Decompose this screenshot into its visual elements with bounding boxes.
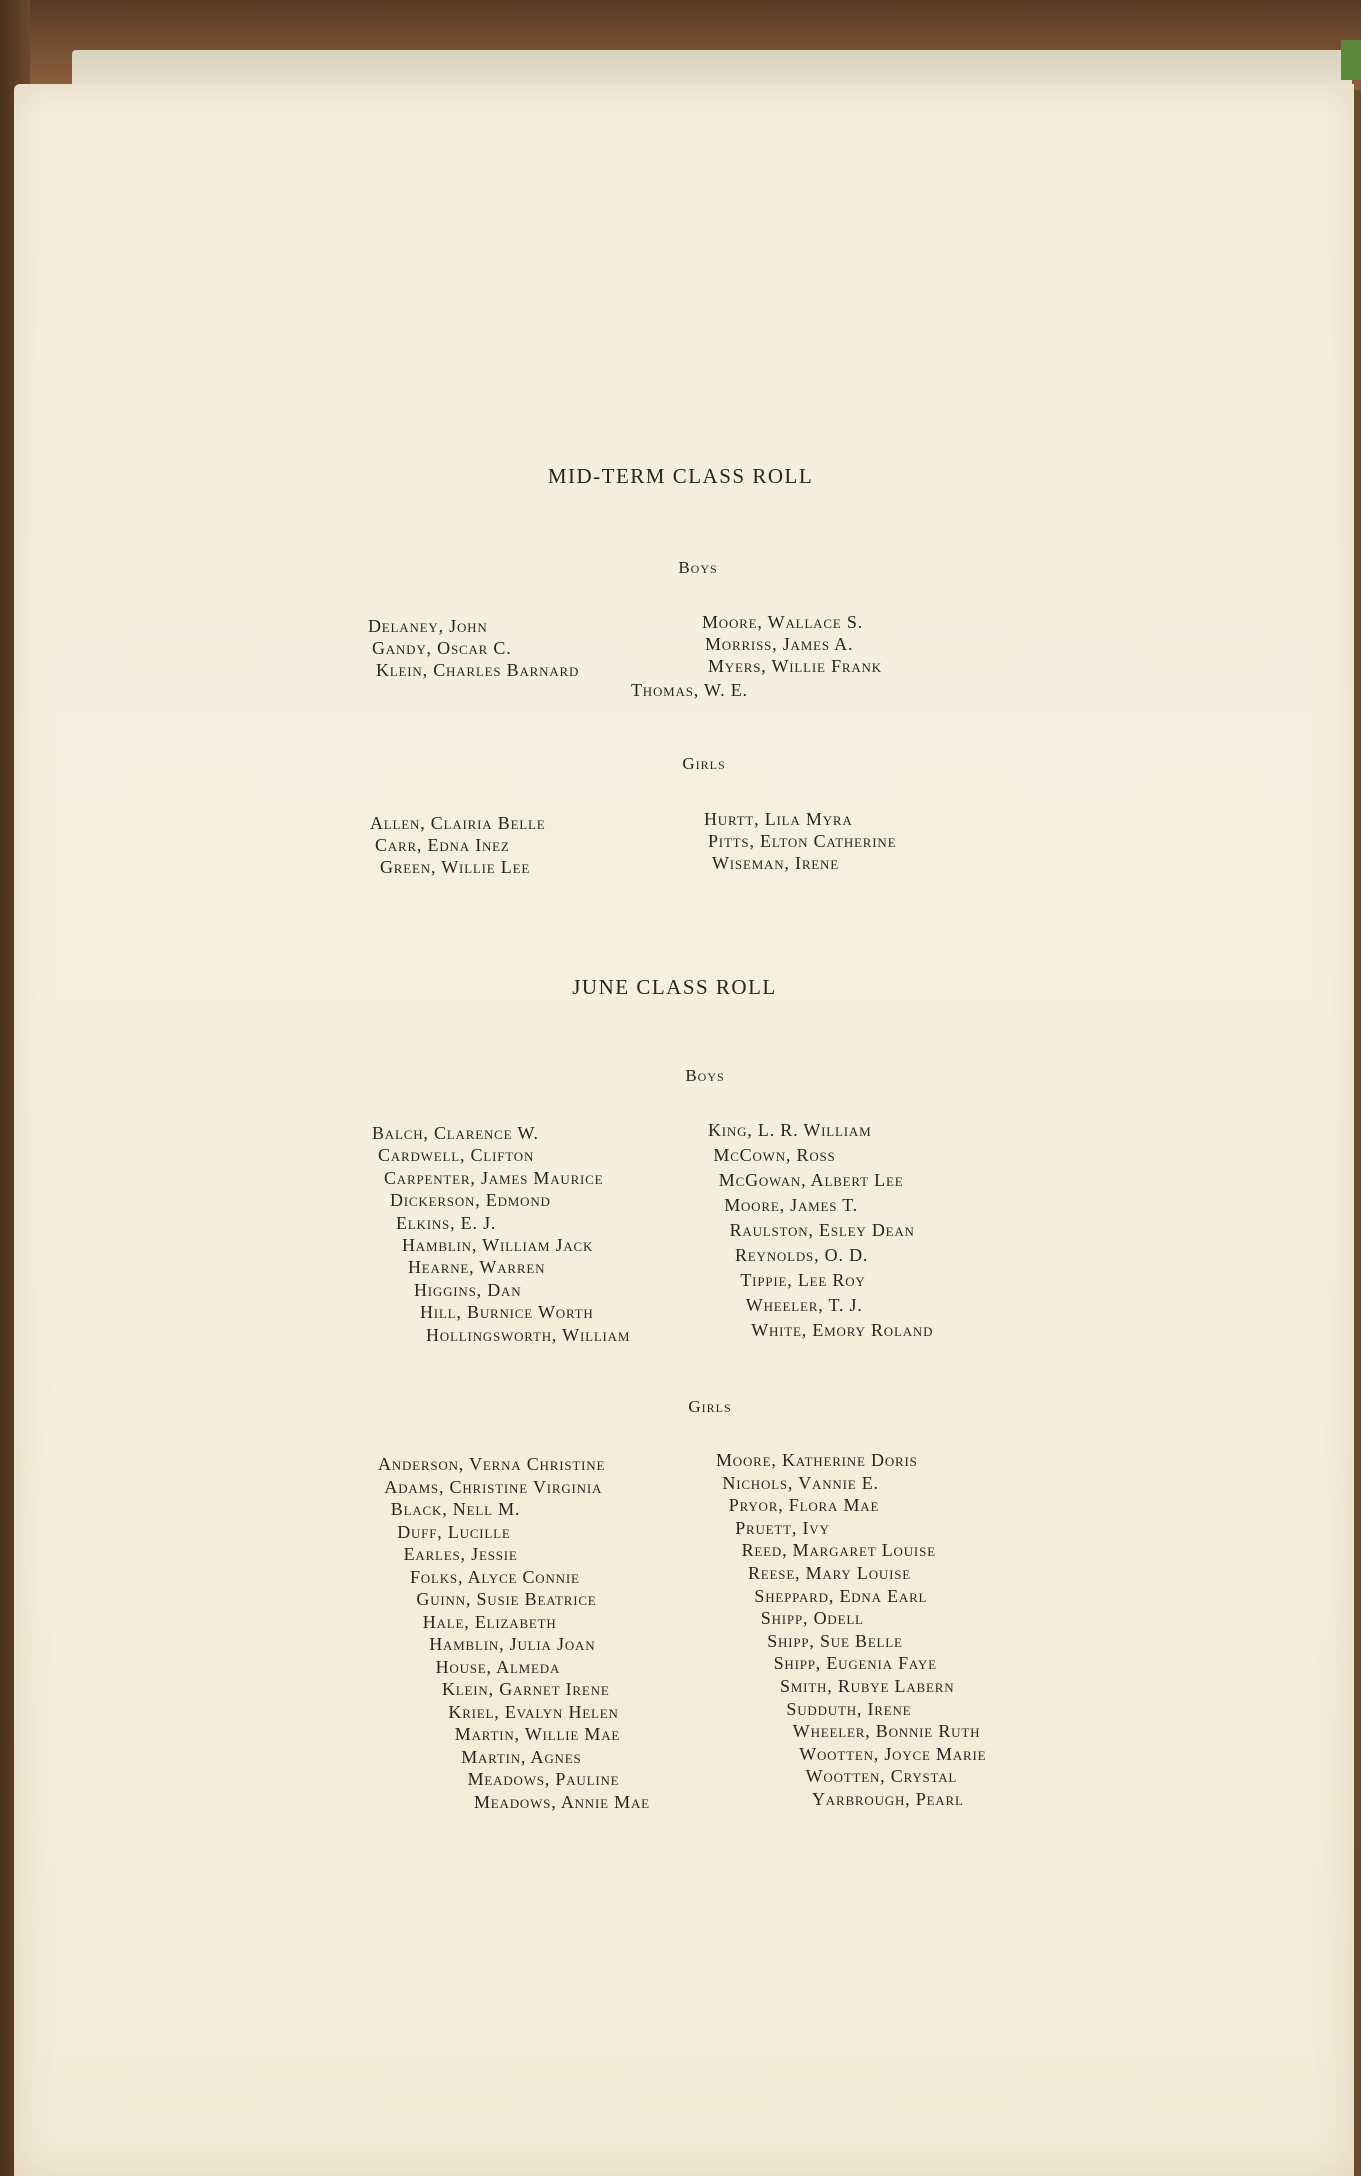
roll-entry: Elkins, E. J. xyxy=(396,1212,497,1233)
roll-entry: Delaney, John xyxy=(368,616,488,636)
roll-entry: Meadows, Annie Mae xyxy=(474,1791,650,1812)
roll-entry: Balch, Clarence W. xyxy=(372,1123,539,1143)
midterm-title: MID-TERM CLASS ROLL xyxy=(547,464,814,488)
roll-entry: Wootten, Crystal xyxy=(805,1766,958,1787)
roll-entry: Earles, Jessie xyxy=(403,1544,518,1564)
roll-entry: Moore, Wallace S. xyxy=(702,612,863,632)
roll-entry: Wiseman, Irene xyxy=(712,853,839,873)
roll-entry: Reed, Margaret Louise xyxy=(741,1540,936,1561)
roll-entry: Guinn, Susie Beatrice xyxy=(416,1589,597,1609)
roll-entry: Moore, James T. xyxy=(724,1195,859,1215)
roll-entry: Nichols, Vannie E. xyxy=(722,1472,879,1493)
roll-entry: Black, Nell M. xyxy=(390,1499,521,1519)
roll-entry: Folks, Alyce Connie xyxy=(410,1566,580,1587)
midterm-girls-right-list xyxy=(704,808,896,874)
roll-entry: Smith, Rubye Labern xyxy=(780,1675,955,1696)
roll-entry: Klein, Charles Barnard xyxy=(376,660,580,680)
roll-entry: McGowan, Albert Lee xyxy=(718,1170,904,1190)
midterm-boys-heading: Boys xyxy=(678,558,718,577)
roll-entry: Klein, Garnet Irene xyxy=(442,1679,610,1699)
june-girls-left-list xyxy=(378,1453,650,1813)
roll-entry: Shipp, Odell xyxy=(760,1608,864,1629)
roll-entry: Adams, Christine Virginia xyxy=(384,1476,603,1497)
roll-entry: Hamblin, Julia Joan xyxy=(429,1634,596,1654)
roll-entry: Gandy, Oscar C. xyxy=(372,638,512,658)
roll-entry: Kriel, Evalyn Helen xyxy=(448,1701,619,1722)
midterm-girls-heading: Girls xyxy=(682,754,726,773)
roll-entry: Wheeler, T. J. xyxy=(745,1295,863,1315)
roll-entry: McCown, Ross xyxy=(713,1145,836,1165)
roll-entry: Hamblin, William Jack xyxy=(402,1235,594,1256)
roll-entry: Hale, Elizabeth xyxy=(422,1611,557,1632)
roll-entry: Pitts, Elton Catherine xyxy=(708,831,897,851)
midterm-boys-center-entry: Thomas, W. E. xyxy=(631,680,748,700)
june-title: JUNE CLASS ROLL xyxy=(572,975,777,999)
roll-entry: Hollingsworth, William xyxy=(426,1324,631,1345)
roll-entry: Martin, Agnes xyxy=(461,1746,582,1767)
roll-entry: Sheppard, Edna Earl xyxy=(754,1585,928,1606)
roll-entry: King, L. R. William xyxy=(708,1120,872,1140)
midterm-boys-left-list xyxy=(368,615,579,681)
roll-entry: Pruett, Ivy xyxy=(735,1517,830,1538)
roll-entry: Allen, Clairia Belle xyxy=(370,813,546,833)
roll-entry: Dickerson, Edmond xyxy=(390,1190,551,1211)
midterm-girls-left-list xyxy=(370,812,546,878)
roll-entry: Raulston, Esley Dean xyxy=(729,1220,915,1240)
midterm-boys-right-list xyxy=(702,611,882,677)
roll-entry: Green, Willie Lee xyxy=(380,857,531,877)
roll-entry: Wootten, Joyce Marie xyxy=(799,1743,987,1764)
roll-entry: Reynolds, O. D. xyxy=(735,1245,869,1265)
bookmark-edge xyxy=(1341,40,1361,80)
roll-entry: White, Emory Roland xyxy=(751,1320,934,1340)
june-boys-left-list xyxy=(372,1122,630,1346)
roll-entry: Cardwell, Clifton xyxy=(378,1145,535,1166)
roll-entry: Meadows, Pauline xyxy=(467,1769,620,1789)
document-page xyxy=(14,84,1354,2176)
roll-entry: Myers, Willie Frank xyxy=(708,656,882,676)
roll-entry: Shipp, Eugenia Faye xyxy=(773,1653,937,1674)
roll-entry: Hurtt, Lila Myra xyxy=(704,809,853,829)
roll-entry: Hill, Burnice Worth xyxy=(420,1302,594,1323)
roll-entry: Hearne, Warren xyxy=(408,1257,546,1278)
roll-entry: Higgins, Dan xyxy=(414,1279,522,1300)
roll-entry: Tippie, Lee Roy xyxy=(740,1270,866,1290)
roll-entry: Moore, Katherine Doris xyxy=(716,1450,918,1470)
roll-entry: Carpenter, James Maurice xyxy=(384,1167,604,1188)
roll-entry: Sudduth, Irene xyxy=(786,1698,912,1719)
roll-entry: Duff, Lucille xyxy=(397,1521,511,1542)
roll-entry: Shipp, Sue Belle xyxy=(767,1630,903,1651)
roll-entry: Pryor, Flora Mae xyxy=(728,1495,880,1516)
june-boys-heading: Boys xyxy=(685,1066,725,1085)
roll-entry: Carr, Edna Inez xyxy=(375,835,510,855)
roll-entry: Wheeler, Bonnie Ruth xyxy=(792,1721,981,1742)
roll-entry: House, Almeda xyxy=(435,1656,561,1677)
roll-entry: Reese, Mary Louise xyxy=(748,1562,911,1583)
june-boys-right-list xyxy=(708,1118,933,1343)
june-girls-right-list xyxy=(716,1449,986,1811)
roll-entry: Yarbrough, Pearl xyxy=(812,1788,964,1809)
roll-entry: Anderson, Verna Christine xyxy=(378,1454,606,1474)
roll-entry: Martin, Willie Mae xyxy=(454,1724,621,1744)
roll-entry: Morriss, James A. xyxy=(705,634,854,654)
june-girls-heading: Girls xyxy=(688,1397,732,1416)
